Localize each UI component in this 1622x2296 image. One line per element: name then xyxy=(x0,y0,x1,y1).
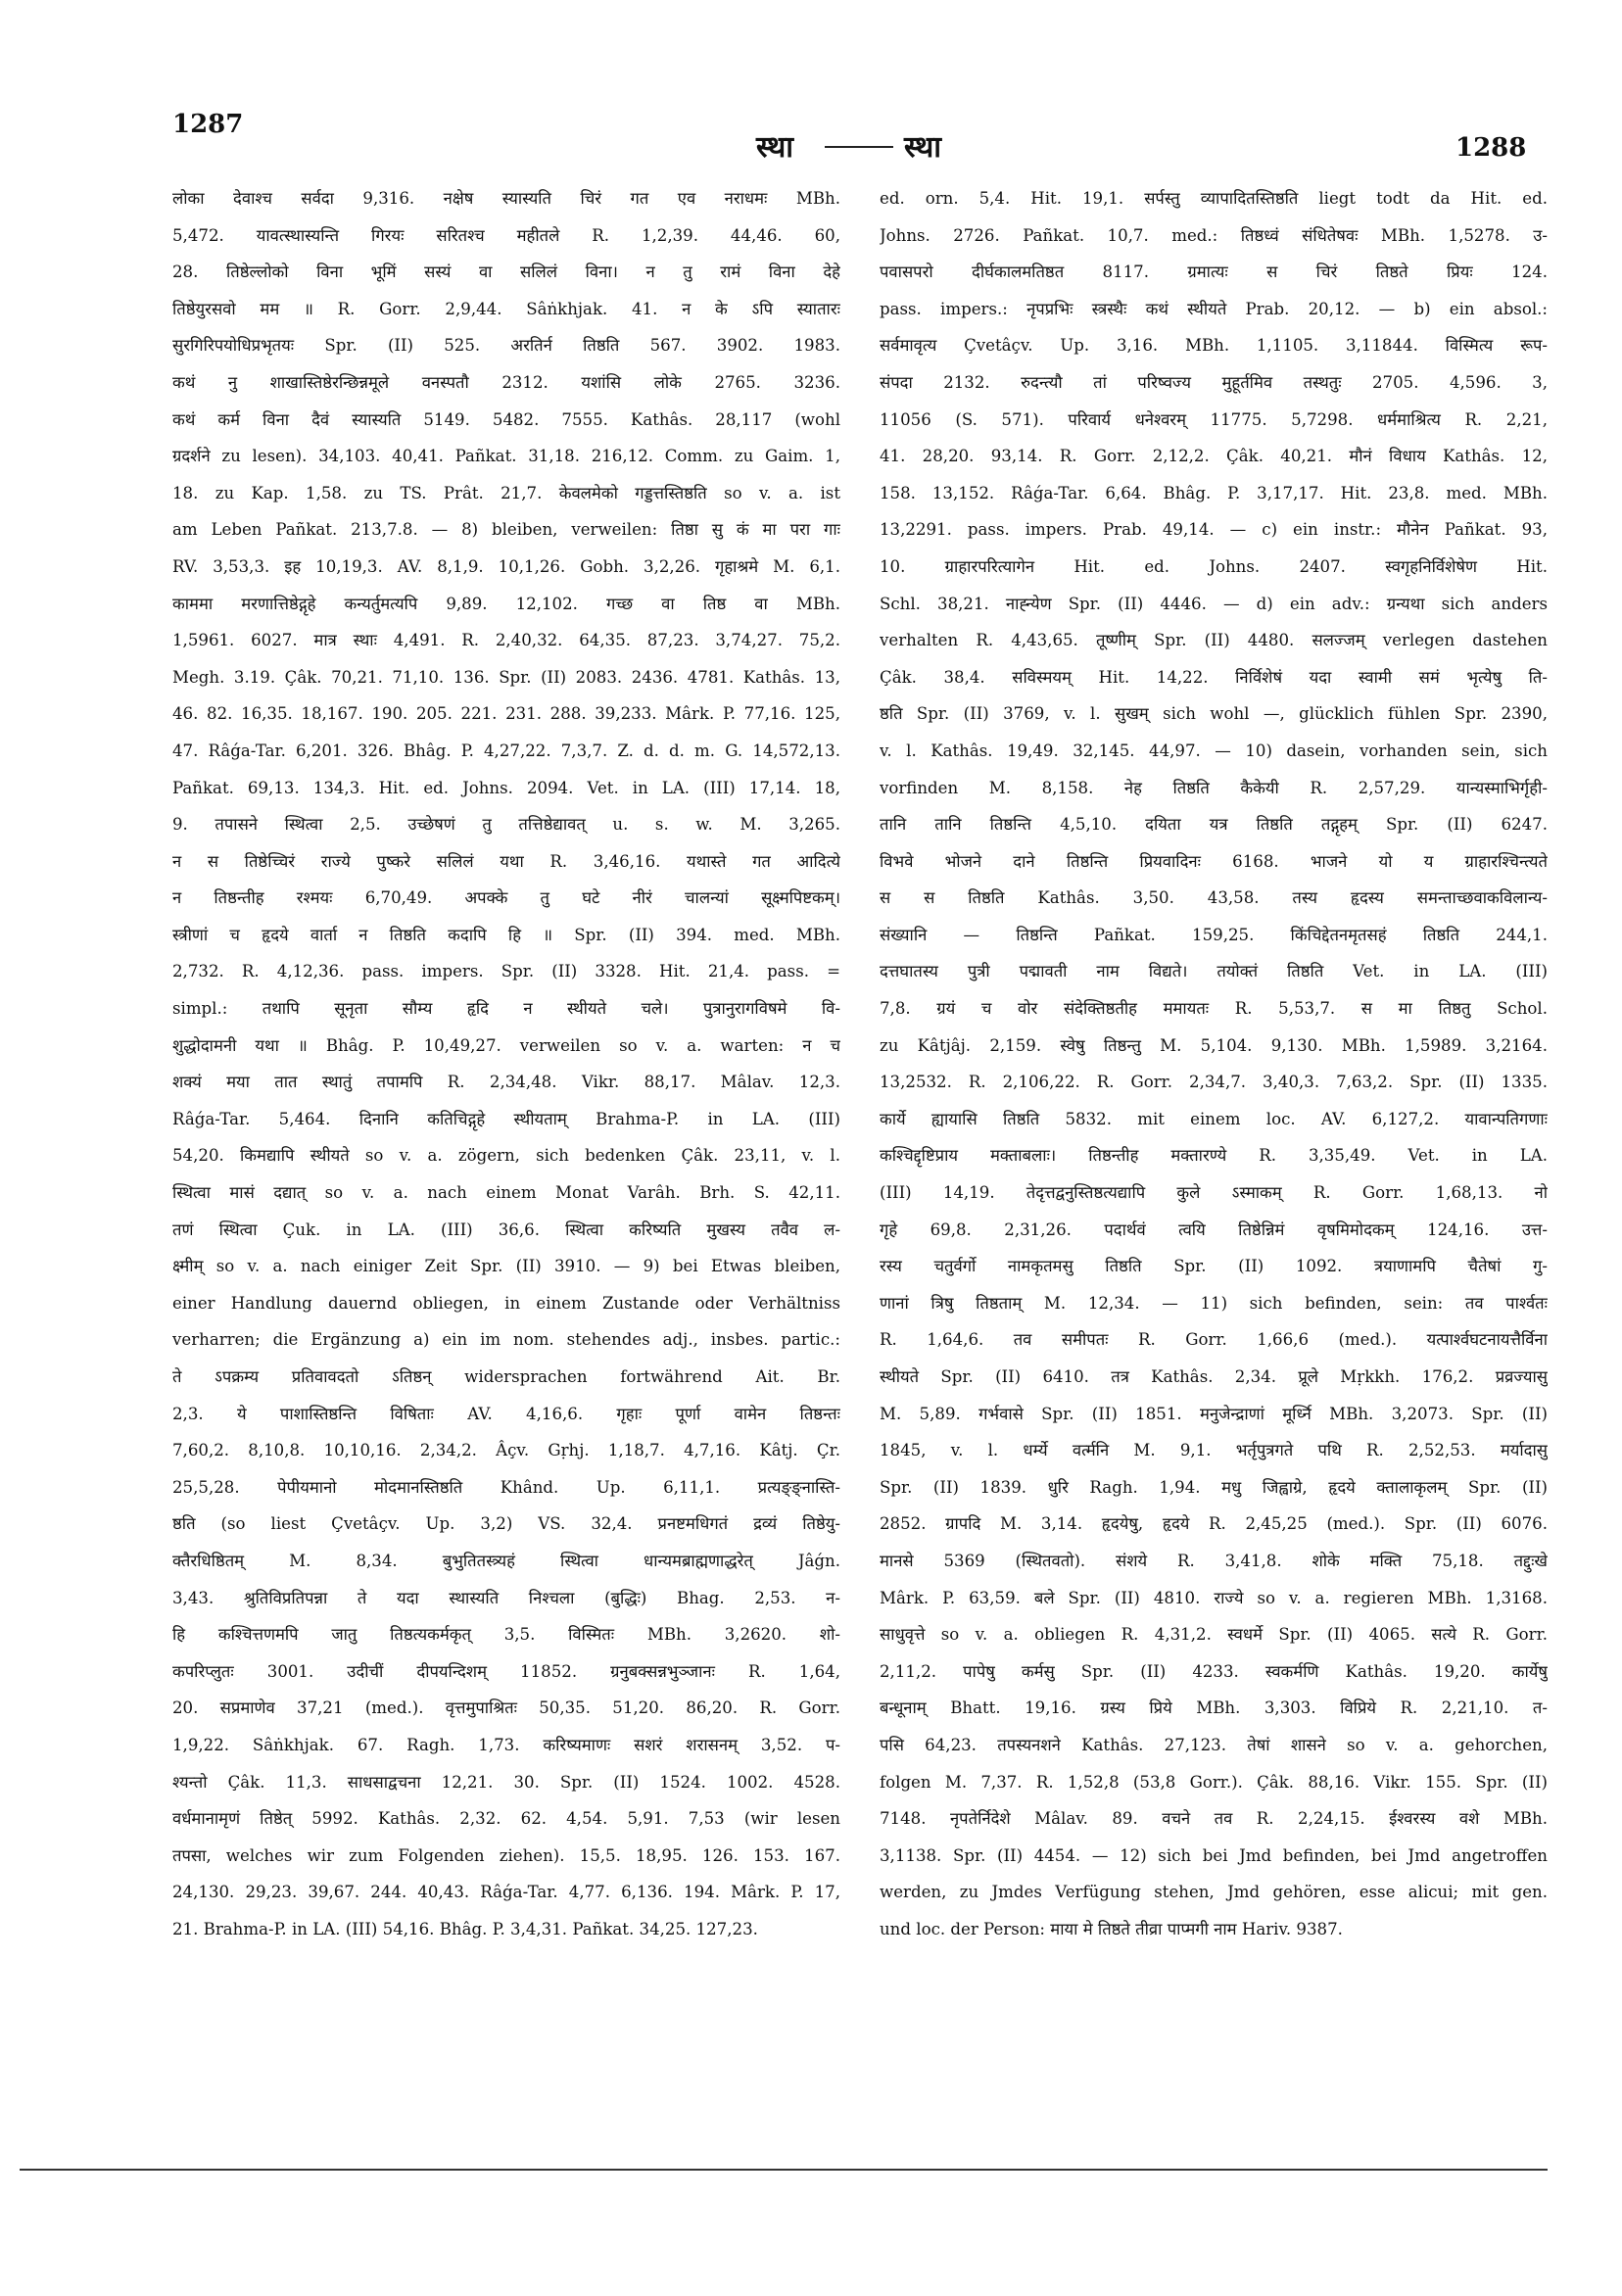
text-line: Çâk. 38,4. सविस्मयम् Hit. 14,22. निर्विशेषं यदा स्वामी समं भृत्येषु ति- xyxy=(880,667,1548,687)
running-headword-right: स्था xyxy=(904,130,942,165)
text-line: Râǵa-Tar. 5,464. दिनानि कतिचिद्गृहे स्थीयताम् Brahma-P. in LA. (III) xyxy=(172,1109,840,1128)
text-line: (III) 14,19. तेदृत्तद्वनुस्तिष्ठत्यद्यापि कुले ऽस्माकम् R. Gorr. 1,68,13. नो xyxy=(880,1183,1548,1203)
text-line: 18. zu Kap. 1,58. zu TS. Prât. 21,7. केवलमेको गड्डत्तस्तिष्ठति so v. a. ist xyxy=(172,483,840,502)
text-line: Spr. (II) 1839. धुरि Ragh. 1,94. मधु जिह्वाग्रे, हृदये क्तालाकृलम् Spr. (II) xyxy=(880,1477,1548,1497)
text-line: Megh. 3.19. Çâk. 70,21. 71,10. 136. Spr. (II) 2083. 2436. 4781. Kathâs. 13, xyxy=(172,667,840,687)
text-line: RV. 3,53,3. इह 10,19,3. AV. 8,1,9. 10,1,26. Gobh. 3,2,26. गृहाश्रमे M. 6,1. xyxy=(172,556,840,576)
text-line: कथं नु शाखास्तिष्ठेरन्छिन्नमूले वनस्पतौ 2312. यशांसि लोके 2765. 3236. xyxy=(172,372,840,392)
text-line: ग्रदर्शने zu lesen). 34,103. 40,41. Pañkat. 31,18. 216,12. Comm. zu Gaim. 1, xyxy=(172,447,840,466)
text-line: स्थित्वा मासं दद्यात् so v. a. nach einem Monat Varâh. Brh. S. 42,11. xyxy=(172,1183,840,1203)
text-line: सुरगिरिपयोधिप्रभृतयः Spr. (II) 525. अरतिर्न तिष्ठति 567. 3902. 1983. xyxy=(172,336,840,356)
page-number-right: 1288 xyxy=(1455,133,1527,163)
text-line: einer Handlung dauernd obliegen, in einem Zustande oder Verhältniss xyxy=(172,1293,840,1313)
text-line: दत्तघातस्य पुत्री पद्मावती नाम विद्यते। तयोक्तं तिष्ठति Vet. in LA. (III) xyxy=(880,962,1548,981)
text-line: णानां त्रिषु तिष्ठताम् M. 12,34. — 11) sich befinden, sein: तव पार्श्वतः xyxy=(880,1293,1548,1313)
text-line: vorfinden M. 8,158. नेह तिष्ठति कैकेयी R. 2,57,29. यान्यस्माभिर्गृही- xyxy=(880,778,1548,797)
text-line: M. 5,89. गर्भवासे Spr. (II) 1851. मनुजेन्द्राणां मूर्ध्नि MBh. 3,2073. Spr. (II) xyxy=(880,1404,1548,1423)
text-line: 46. 82. 16,35. 18,167. 190. 205. 221. 231. 288. 39,233. Mârk. P. 77,16. 125, xyxy=(172,704,840,724)
text-line: werden, zu Jmdes Verfügung stehen, Jmd gehören, esse alicui; mit gen. xyxy=(880,1883,1548,1902)
text-line: 158. 13,152. Râǵa-Tar. 6,64. Bhâg. P. 3,17,17. Hit. 23,8. med. MBh. xyxy=(880,483,1548,502)
text-line: स्त्रीणां च हृदये वार्ता न तिष्ठति कदापि हि ॥ Spr. (II) 394. med. MBh. xyxy=(172,925,840,944)
text-line: 41. 28,20. 93,14. R. Gorr. 2,12,2. Çâk. 40,21. मौनं विधाय Kathâs. 12, xyxy=(880,447,1548,466)
text-line: 1,9,22. Sâṅkhjak. 67. Ragh. 1,73. करिष्यमाणः सशरं शरासनम् 3,52. प- xyxy=(172,1735,840,1754)
text-line: न तिष्ठन्तीह रश्मयः 6,70,49. अपक्के तु घटे नीरं चालन्यां सूक्ष्मपिष्टकम्। xyxy=(172,888,840,908)
text-line: न स तिष्ठेच्चिरं राज्ये पुष्करे सलिलं यथा R. 3,46,16. यथास्ते गत आदित्ये xyxy=(172,851,840,871)
text-line: Pañkat. 69,13. 134,3. Hit. ed. Johns. 2094. Vet. in LA. (III) 17,14. 18, xyxy=(172,778,840,797)
text-line: रस्य चतुर्वर्गो नामकृतमसु तिष्ठति Spr. (II) 1092. त्रयाणामपि चैतेषां गु- xyxy=(880,1257,1548,1276)
text-line: 9. तपासने स्थित्वा 2,5. उच्छेषणं तु तत्तिष्ठेद्यावत् u. s. w. M. 3,265. xyxy=(172,815,840,835)
text-line: simpl.: तथापि सूनृता सौम्य हृदि न स्थीयते चले। पुत्रानुरागविषमे वि- xyxy=(172,999,840,1019)
text-line: 20. सप्रमाणेव 37,21 (med.). वृत्तमुपाश्रितः 50,35. 51,20. 86,20. R. Gorr. xyxy=(172,1698,840,1718)
text-line: बन्धूनाम् Bhatt. 19,16. ग्रस्य प्रिये MBh. 3,303. विप्रिये R. 2,21,10. त- xyxy=(880,1698,1548,1718)
text-line: 5,472. यावत्स्थास्यन्ति गिरयः सरितश्च महीतले R. 1,2,39. 44,46. 60, xyxy=(172,225,840,245)
text-line: स स तिष्ठति Kathâs. 3,50. 43,58. तस्य हृदस्य समन्ताच्छवाकविलान्य- xyxy=(880,888,1548,908)
text-line: ते ऽपक्रम्य प्रतिवावदतो ऽतिष्ठन् widersprachen fortwährend Ait. Br. xyxy=(172,1367,840,1386)
text-line: पसि 64,23. तपस्यनशने Kathâs. 27,123. तेषां शासने so v. a. gehorchen, xyxy=(880,1735,1548,1754)
text-line: क्तैरधिष्ठितम् M. 8,34. बुभुतितस्त्र्यहं स्थित्वा धान्यमब्राह्मणाद्धरेत् Jâǵn. xyxy=(172,1551,840,1570)
text-line: Schl. 38,21. नाह्न्येण Spr. (II) 4446. — d) ein adv.: ग्रन्यथा sich anders xyxy=(880,594,1548,613)
text-line: pass. impers.: नृपप्रभिः स्त्रस्थैः कथं स्थीयते Prab. 20,12. — b) ein absol.: xyxy=(880,299,1548,318)
text-line: 24,130. 29,23. 39,67. 244. 40,43. Râǵa-Tar. 4,77. 6,136. 194. Mârk. P. 17, xyxy=(172,1883,840,1902)
text-line: ष्ठति (so liest Çvetâçv. Up. 3,2) VS. 32,4. प्रनष्टमधिगतं द्रव्यं तिष्ठेयु- xyxy=(172,1514,840,1534)
text-line: 11056 (S. 571). परिवार्य धनेश्वरम् 11775. 5,7298. धर्ममाश्रित्य R. 2,21, xyxy=(880,409,1548,429)
text-line: Johns. 2726. Pañkat. 10,7. med.: तिष्ठध्वं संधितेषवः MBh. 1,5278. उ- xyxy=(880,225,1548,245)
text-line: तिष्ठेयुरसवो मम ॥ R. Gorr. 2,9,44. Sâṅkhjak. 41. न के ऽपि स्यातारः xyxy=(172,299,840,318)
text-line: पवासपरो दीर्घकालमतिष्ठत 8117. ग्रमात्यः स चिरं तिष्ठते प्रियः 124. xyxy=(880,263,1548,282)
text-line: हि कश्चित्तणमपि जातु तिष्ठत्यकर्मकृत् 3,5. विस्मितः MBh. 3,2620. शो- xyxy=(172,1625,840,1645)
text-line: साधुवृत्ते so v. a. obliegen R. 4,31,2. स्वधर्मे Spr. (II) 4065. सत्ये R. Gorr. xyxy=(880,1625,1548,1645)
text-line: कपरिप्लुतः 3001. उदीचीं दीपयन्दिशम् 11852. ग्रनुबक्सन्नभुञ्जानः R. 1,64, xyxy=(172,1661,840,1681)
text-line: कश्चिद्दृष्टिप्राय मक्ताबलाः। तिष्ठन्तीह मक्तारण्ये R. 3,35,49. Vet. in LA. xyxy=(880,1146,1548,1166)
text-line: 2,732. R. 4,12,36. pass. impers. Spr. (II) 3328. Hit. 21,4. pass. = xyxy=(172,962,840,981)
headword-dash xyxy=(825,146,893,148)
text-line: 7,8. ग्रयं च वोर संदेक्तिष्ठतीह ममायतः R. 5,53,7. स मा तिष्ठतु Schol. xyxy=(880,999,1548,1019)
text-line: वर्धमानामृणं तिष्ठेत् 5992. Kathâs. 2,32. 62. 4,54. 5,91. 7,53 (wir lesen xyxy=(172,1809,840,1829)
text-line: ed. orn. 5,4. Hit. 19,1. सर्पस्तु व्यापादितस्तिष्ठति liegt todt da Hit. ed. xyxy=(880,189,1548,208)
text-line: Mârk. P. 63,59. बले Spr. (II) 4810. राज्ये so v. a. regieren MBh. 1,3168. xyxy=(880,1588,1548,1607)
text-line: तणं स्थित्वा Çuk. in LA. (III) 36,6. स्थित्वा करिष्यति मुखस्य तवैव ल- xyxy=(172,1220,840,1239)
text-line: 2,3. ये पाशास्तिष्ठन्ति विषिताः AV. 4,16,6. गृहाः पूर्णा वामेन तिष्ठन्तः xyxy=(172,1404,840,1423)
text-line: संख्यानि — तिष्ठन्ति Pañkat. 159,25. किंचिद्देतनमृतसहं तिष्ठति 244,1. xyxy=(880,925,1548,944)
text-line: क्ष्मीम् so v. a. nach einiger Zeit Spr. (II) 3910. — 9) bei Etwas bleiben, xyxy=(172,1257,840,1276)
text-line: zu Kâtjâj. 2,159. स्वेषु तिष्ठन्तु M. 5,104. 9,130. MBh. 1,5989. 3,2164. xyxy=(880,1035,1548,1055)
text-line: am Leben Pañkat. 213,7.8. — 8) bleiben, verweilen: तिष्ठा सु कं मा परा गाः xyxy=(172,520,840,540)
text-line: श्यन्तो Çâk. 11,3. साधसाद्वचना 12,21. 30. Spr. (II) 1524. 1002. 4528. xyxy=(172,1772,840,1792)
text-line: 3,1138. Spr. (II) 4454. — 12) sich bei Jmd befinden, bei Jmd angetroffen xyxy=(880,1845,1548,1865)
text-line: कथं कर्म विना दैवं स्यास्यति 5149. 5482. 7555. Kathâs. 28,117 (wohl xyxy=(172,409,840,429)
text-line: 2852. ग्रापदि M. 3,14. हृदयेषु, हृदये R. 2,45,25 (med.). Spr. (II) 6076. xyxy=(880,1514,1548,1534)
dictionary-column-right xyxy=(880,180,1548,2022)
text-line: folgen M. 7,37. R. 1,52,8 (53,8 Gorr.). Çâk. 88,16. Vikr. 155. Spr. (II) xyxy=(880,1772,1548,1792)
text-line: 28. तिष्ठेल्लोको विना भूमिं सस्यं वा सलिलं विना। न तु रामं विना देहे xyxy=(172,263,840,282)
page-bottom-rule xyxy=(20,2169,1548,2171)
text-line: 47. Râǵa-Tar. 6,201. 326. Bhâg. P. 4,27,22. 7,3,7. Z. d. d. m. G. 14,572,13. xyxy=(172,741,840,760)
text-line: गृहे 69,8. 2,31,26. पदार्थवं त्वयि तिष्ठेन्निमं वृषमिमोदकम् 124,16. उत्त- xyxy=(880,1220,1548,1239)
text-line: तानि तानि तिष्ठन्ति 4,5,10. दयिता यत्र तिष्ठति तद्गृहम् Spr. (II) 6247. xyxy=(880,815,1548,835)
text-line: R. 1,64,6. तव समीपतः R. Gorr. 1,66,6 (med.). यत्पार्श्वघटनायत्तैर्विना xyxy=(880,1330,1548,1350)
running-headword-left: स्था xyxy=(756,130,794,165)
text-line: v. l. Kathâs. 19,49. 32,145. 44,97. — 10) dasein, vorhanden sein, sich xyxy=(880,741,1548,760)
text-line: 7,60,2. 8,10,8. 10,10,16. 2,34,2. Âçv. Gṛhj. 1,18,7. 4,7,16. Kâtj. Çr. xyxy=(172,1441,840,1460)
text-line: 25,5,28. पेपीयमानो मोदमानस्तिष्ठति Khând. Up. 6,11,1. प्रत्यङ्ङ्नास्ति- xyxy=(172,1477,840,1497)
text-line: 13,2291. pass. impers. Prab. 49,14. — c) ein instr.: मौनेन Pañkat. 93, xyxy=(880,520,1548,540)
text-line: und loc. der Person: माया मे तिष्ठते तीव्रा पाप्मगी नाम Hariv. 9387. xyxy=(880,1919,1343,1938)
text-line: 3,43. श्रुतिविप्रतिपन्ना ते यदा स्थास्यति निश्चला (बुद्धिः) Bhag. 2,53. न- xyxy=(172,1588,840,1607)
text-line: 13,2532. R. 2,106,22. R. Gorr. 2,34,7. 3,40,3. 7,63,2. Spr. (II) 1335. xyxy=(880,1073,1548,1092)
text-line: 7148. नृपतेर्निदेशे Mâlav. 89. वचने तव R. 2,24,15. ईश्वरस्य वशे MBh. xyxy=(880,1809,1548,1829)
text-line: स्थीयते Spr. (II) 6410. तत्र Kathâs. 2,34. प्रूले Mṛkkh. 176,2. प्रव्रज्यासु xyxy=(880,1367,1548,1386)
text-line: 54,20. किमद्यापि स्थीयते so v. a. zögern, sich bedenken Çâk. 23,11, v. l. xyxy=(172,1146,840,1166)
text-line: 21. Brahma-P. in LA. (III) 54,16. Bhâg. P. 3,4,31. Pañkat. 34,25. 127,23. xyxy=(172,1919,758,1938)
text-line: मानसे 5369 (स्थितवतो). संशये R. 3,41,8. शोके मक्ति 75,18. तद्दुःखे xyxy=(880,1551,1548,1570)
text-line: शक्यं मया तात स्थातुं तपामपि R. 2,34,48. Vikr. 88,17. Mâlav. 12,3. xyxy=(172,1073,840,1092)
text-line: काममा मरणात्तिष्ठेद्गृहे कन्यर्तुमत्यपि 9,89. 12,102. गच्छ वा तिष्ठ वा MBh. xyxy=(172,594,840,613)
text-line: verharren; die Ergänzung a) ein im nom. stehendes adj., insbes. partic.: xyxy=(172,1330,840,1350)
text-line: 2,11,2. पापेषु कर्मसु Spr. (II) 4233. स्वकर्मणि Kathâs. 19,20. कार्येषु xyxy=(880,1661,1548,1681)
text-line: ष्ठति Spr. (II) 3769, v. l. सुखम् sich wohl —, glücklich fühlen Spr. 2390, xyxy=(880,704,1548,724)
text-line: शुद्धोदामनी यथा ॥ Bhâg. P. 10,49,27. verweilen so v. a. warten: न च xyxy=(172,1035,840,1055)
text-line: 1,5961. 6027. मात्र स्थाः 4,491. R. 2,40,32. 64,35. 87,23. 3,74,27. 75,2. xyxy=(172,631,840,650)
text-line: विभवे भोजने दाने तिष्ठन्ति प्रियवादिनः 6168. भाजने यो य ग्राहारश्चिन्त्यते xyxy=(880,851,1548,871)
dictionary-column-left xyxy=(172,180,840,2022)
text-line: तपसा, welches wir zum Folgenden ziehen). 15,5. 18,95. 126. 153. 167. xyxy=(172,1845,840,1865)
text-line: सर्वमावृत्य Çvetâçv. Up. 3,16. MBh. 1,1105. 3,11844. विस्मित्य रूप- xyxy=(880,336,1548,356)
text-line: 1845, v. l. धर्म्ये वर्त्मनि M. 9,1. भर्तृपुत्रगते पथि R. 2,52,53. मर्यादासु xyxy=(880,1441,1548,1460)
text-line: लोका देवाश्च सर्वदा 9,316. नक्षेष स्यास्यति चिरं गत एव नराधमः MBh. xyxy=(172,189,840,208)
text-line: 10. ग्राहारपरित्यागेन Hit. ed. Johns. 2407. स्वगृहनिर्विशेषेण Hit. xyxy=(880,556,1548,576)
page-number-left: 1287 xyxy=(172,110,244,139)
text-line: संपदा 2132. रुदन्त्यौ तां परिष्वज्य मुहूर्तमिव तस्थतुः 2705. 4,596. 3, xyxy=(880,372,1548,392)
text-line: कार्ये ह्यायासि तिष्ठति 5832. mit einem loc. AV. 6,127,2. यावान्पतिगणाः xyxy=(880,1109,1548,1128)
text-line: verhalten R. 4,43,65. तूष्णीम् Spr. (II) 4480. सलज्जम् verlegen dastehen xyxy=(880,631,1548,650)
